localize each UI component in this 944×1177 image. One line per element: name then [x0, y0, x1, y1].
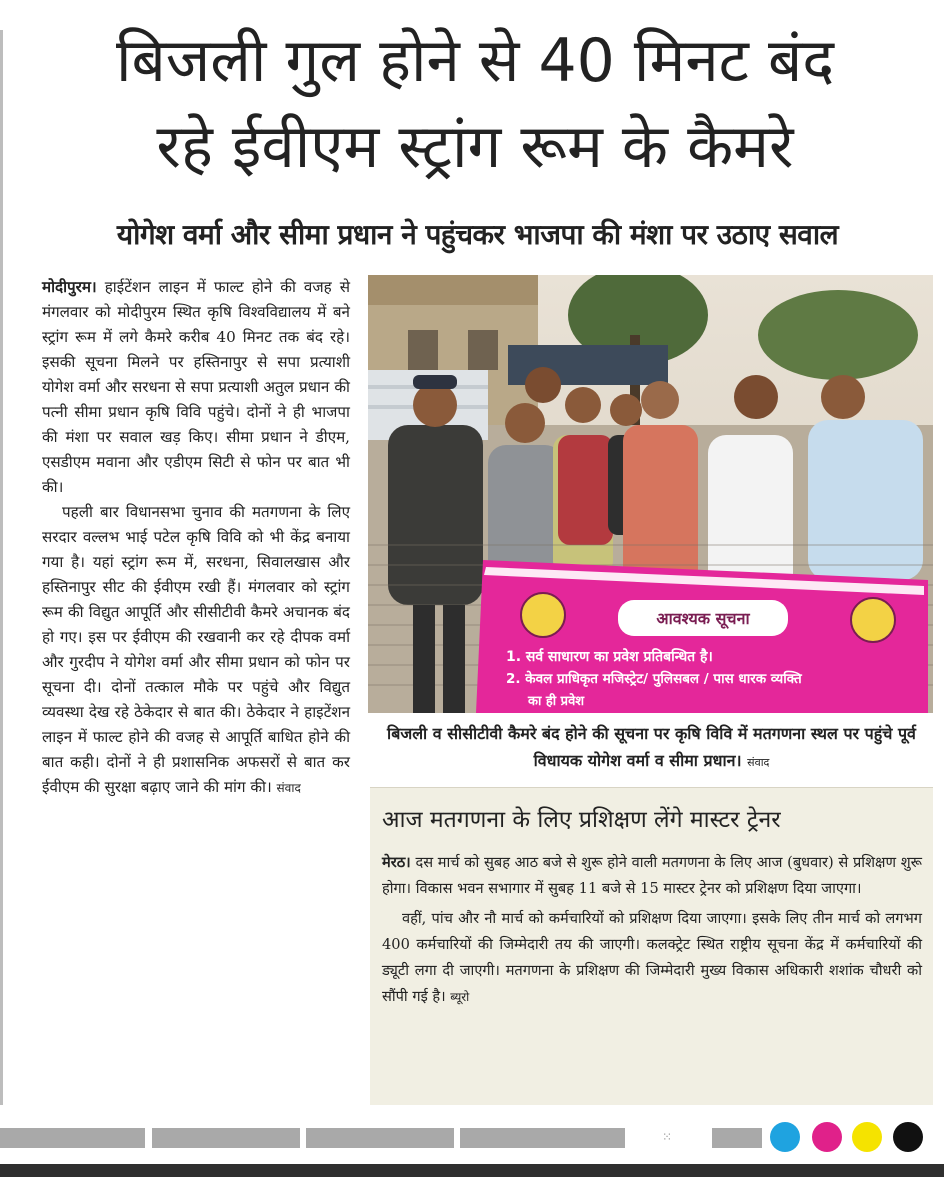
sidebar-story-body	[382, 850, 922, 1010]
sidebar-paragraph-2-text: वहीं, पांच और नौ मार्च को कर्मचारियों को प्रशिक्षण दिया जाएगा। इसके लिए तीन मार्च को लगभग 400 कर्मचारियों की जिम्मेदारी तय की जाएगी। कलक्ट्रेट स्थित राष्ट्रीय सूचना केंद्र में कर्मचारियों की ड्यूटी लगा दी जाएगी। मतगणना के प्रशिक्षण की जिम्मेदारी मुख्य विकास अधिकारी शशांक चौधरी को सौंपी गई है।	[382, 910, 922, 1005]
banner-line-3: का ही प्रवेश	[528, 694, 585, 709]
subheadline: योगेश वर्मा और सीमा प्रधान ने पहुंचकर भाजपा की मंशा पर उठाए सवाल	[116, 218, 839, 251]
headline	[20, 18, 930, 190]
print-bar-3	[306, 1128, 454, 1148]
banner-line-2: 2. केवल प्राधिकृत मजिस्ट्रेट/ पुलिसबल / पास धारक व्यक्ति	[506, 671, 802, 687]
sidebar-dateline: मेरठ।	[382, 854, 411, 871]
paragraph-2-text: पहली बार विधानसभा चुनाव की मतगणना के लिए सरदार वल्लभ भाई पटेल कृषि विवि को भी केंद्र बनाया गया है। यहां स्ट्रांग रूम में, सरधना, सिवालखास और हस्तिनापुर सीट की ईवीएम रखी हैं। मंगलवार को स्ट्रांग रूम की विद्युत आपूर्ति और सीसीटीवी कैमरे अचानक बंद हो गए। इस पर ईवीएम की रखवानी कर रहे दीपक वर्मा और गुरदीप ने योगेश वर्मा और सीमा प्रधान को फोन पर सूचना दी। दोनों तत्काल मौके पर पहुंचे और विद्युत व्यवस्था देख रहे ठेकेदार से बात की। ठेकेदार ने हाइटेंशन लाइन में फाल्ट होने की वजह से आपूर्ति बाधित होने की बात कही। दोनों ने ही प्रशासनिक अफसरों से बात कर ईवीएम की सुरक्षा बढ़ाए जाने की मांग की।	[42, 503, 350, 796]
caption-text: बिजली व सीसीटीवी कैमरे बंद होने की सूचना पर कृषि विवि में मतगणना स्थल पर पहुंचे पूर्व विधायक योगेश वर्मा व सीमा प्रधान।	[387, 724, 916, 770]
sidebar-paragraph-1	[382, 850, 922, 902]
print-bar-2	[152, 1128, 300, 1148]
column-rule	[0, 30, 3, 1105]
dateline: मोदीपुरम।	[42, 278, 97, 296]
sidebar-paragraph-2	[382, 906, 922, 1010]
sidebar-story	[370, 787, 933, 1105]
sidebar-paragraph-1-text: दस मार्च को सुबह आठ बजे से शुरू होने वाली मतगणना के लिए आज (बुधवार) से प्रशिक्षण शुरू होगा। विकास भवन सभागार में सुबह 11 बजे से 15 मास्टर ट्रेनर को प्रशिक्षण दिया जाएगा।	[382, 854, 923, 897]
headline-line-2: रहे ईवीएम स्ट्रांग रूम के कैमरे	[156, 112, 794, 182]
sidebar-credit: ब्यूरो	[450, 990, 470, 1004]
black-dot-icon	[893, 1122, 923, 1152]
banner-title: आवश्यक सूचना	[656, 609, 750, 628]
caption-credit: संवाद	[747, 756, 770, 769]
magenta-dot-icon	[812, 1122, 842, 1152]
banner-line-1: 1. सर्व साधारण का प्रवेश प्रतिबन्धित है।	[506, 649, 713, 665]
photo-caption	[370, 720, 933, 776]
print-bar-1	[0, 1128, 145, 1148]
article-body	[42, 275, 350, 801]
print-bar-4	[460, 1128, 625, 1148]
print-bar-5	[712, 1128, 762, 1148]
paragraph-1-text: हाईटेंशन लाइन में फाल्ट होने की वजह से मंगलवार को मोदीपुरम स्थित कृषि विश्वविद्यालय में बने स्ट्रांग रूम में लगे कैमरे करीब 40 मिनट तक बंद रहे। इसकी सूचना मिलने पर हस्तिनापुर से सपा प्रत्याशी योगेश वर्मा और सरधना से सपा प्रत्याशी अतुल प्रधान की पत्नी सीमा प्रधान कृषि विवि पहुंचे। दोनों ने ही भाजपा की मंशा पर सवाल खड़ किए। सीमा प्रधान ने डीएम, एसडीएम मवाना और एडीएम सिटी से फोन पर बात भी की।	[42, 278, 350, 496]
cyan-dot-icon	[770, 1122, 800, 1152]
headline-line-1: बिजली गुल होने से 40 मिनट बंद	[115, 26, 835, 96]
article-paragraph-2	[42, 500, 350, 801]
registration-mark-icon: ⁙	[662, 1130, 674, 1144]
yellow-dot-icon	[852, 1122, 882, 1152]
bottom-strip	[0, 1164, 944, 1177]
article-paragraph-1	[42, 275, 350, 500]
news-photo	[368, 275, 933, 713]
sidebar-story-title: आज मतगणना के लिए प्रशिक्षण लेंगे मास्टर ट्रेनर	[382, 807, 781, 833]
paragraph-2-credit: संवाद	[276, 781, 301, 795]
